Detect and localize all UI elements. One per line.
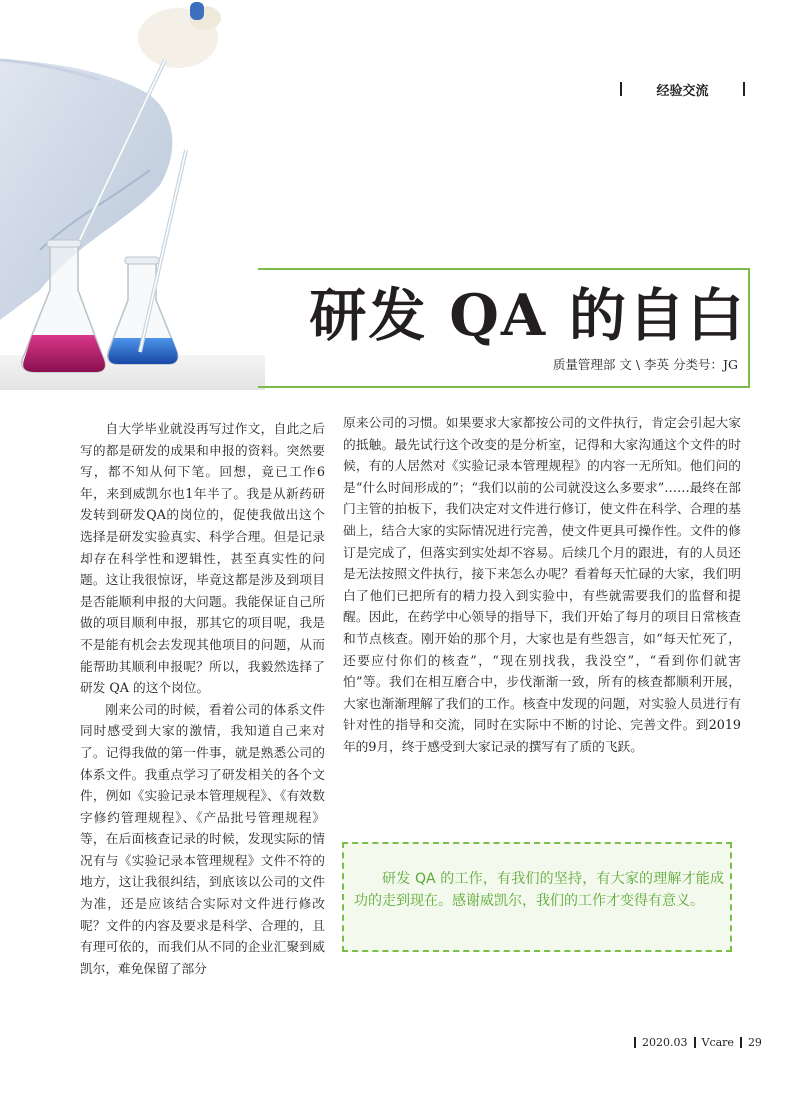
- paragraph: 自大学毕业就没再写过作文，自此之后写的都是研发的成果和申报的资料。突然要写，都不知从何下笔。回想，竟已工作6年，来到威凯尔也1年半了。我是从新药研发转到研发QA的岗位的，促使我做出这个选择是研发实验真实、科学合理。但是记录却存在科学性和逻辑性，甚至真实性的问题。这让我很惊讶，毕竟这都是涉及到项目是否能顺利申报的大问题。我能保证自己所做的项目顺利申报，那其它的项目呢，我是不是能有机会去发现其他项目的问题，从而能帮助其顺利申报呢？所以，我毅然选择了研发 QA 的这个岗位。: [80, 421, 325, 696]
- article-byline: 质量管理部 文 \ 李英 分类号：JG: [552, 357, 738, 372]
- lab-flasks-illustration: [0, 0, 265, 390]
- divider: [743, 82, 745, 96]
- magazine-name: Vcare: [701, 1035, 734, 1049]
- issue-date: 2020.03: [642, 1035, 688, 1049]
- lab-photo: [0, 0, 265, 390]
- pull-quote: 研发 QA 的工作，有我们的坚持，有大家的理解才能成功的走到现在。感谢威凯尔，我们的工作才变得有意义。: [354, 871, 724, 909]
- section-label: 经验交流: [656, 83, 709, 99]
- divider: [740, 1037, 742, 1048]
- left-column: [80, 418, 325, 979]
- right-column: [343, 412, 741, 758]
- paragraph: 刚来公司的时候，看着公司的体系文件同时感受到大家的激情，我知道自己来对了。记得我做的第一件事，就是熟悉公司的体系文件。我重点学习了研发相关的各个文件，例如《实验记录本管理规程》、《有效数字修约管理规程》、《产品批号管理规程》等，在后面核查记录的时候，发现实际的情况有与《实验记录本管理规程》文件不符的地方，这让我很纠结，到底该以公司的文件为准，还是应该结合实际对文件进行修改呢？文件的内容及要求是科学、合理的，且有理可依的，而我们从不同的企业汇聚到威凯尔，难免保留了部分: [80, 701, 325, 976]
- page-footer: [634, 1033, 762, 1051]
- article-title: 研发 QA 的自白: [309, 282, 746, 349]
- page-number: 29: [747, 1035, 762, 1049]
- pull-quote-box: [342, 842, 732, 952]
- section-tag: [620, 80, 745, 98]
- divider: [694, 1037, 696, 1048]
- divider: [620, 82, 622, 96]
- divider: [634, 1037, 636, 1048]
- paragraph: 原来公司的习惯。如果要求大家都按公司的文件执行，肯定会引起大家的抵触。最先试行这个改变的是分析室，记得和大家沟通这个文件的时候，有的人居然对《实验记录本管理规程》的内容一无所知。他们问的是“什么时间形成的”；“我们以前的公司就没这么多要求”……最终在部门主管的拍板下，我们决定对文件进行修订，使文件在科学、合理的基础上，结合大家的实际情况进行完善，使文件更具可操作性。文件的修订是完成了，但落实到实处却不容易。后续几个月的跟进，有的人员还是无法按照文件执行，接下来怎么办呢？看着每天忙碌的大家，我们明白了他们已把所有的精力投入到实验中，有些就需要我们的监督和提醒。因此，在药学中心领导的指导下，我们开始了每月的项目日常核查和节点核查。刚开始的那个月，大家也是有些怨言，如“每天忙死了，还要应付你们的核查”，“现在别找我，我没空”，“看到你们就害怕”等。我们在相互磨合中，步伐渐渐一致，所有的核查都顺利开展，大家也渐渐理解了我们的工作。核查中发现的问题，对实验人员进行有针对性的指导和交流，同时在实际中不断的讨论、完善文件。到2019年的9月，终于感受到大家记录的撰写有了质的飞跃。: [343, 415, 741, 754]
